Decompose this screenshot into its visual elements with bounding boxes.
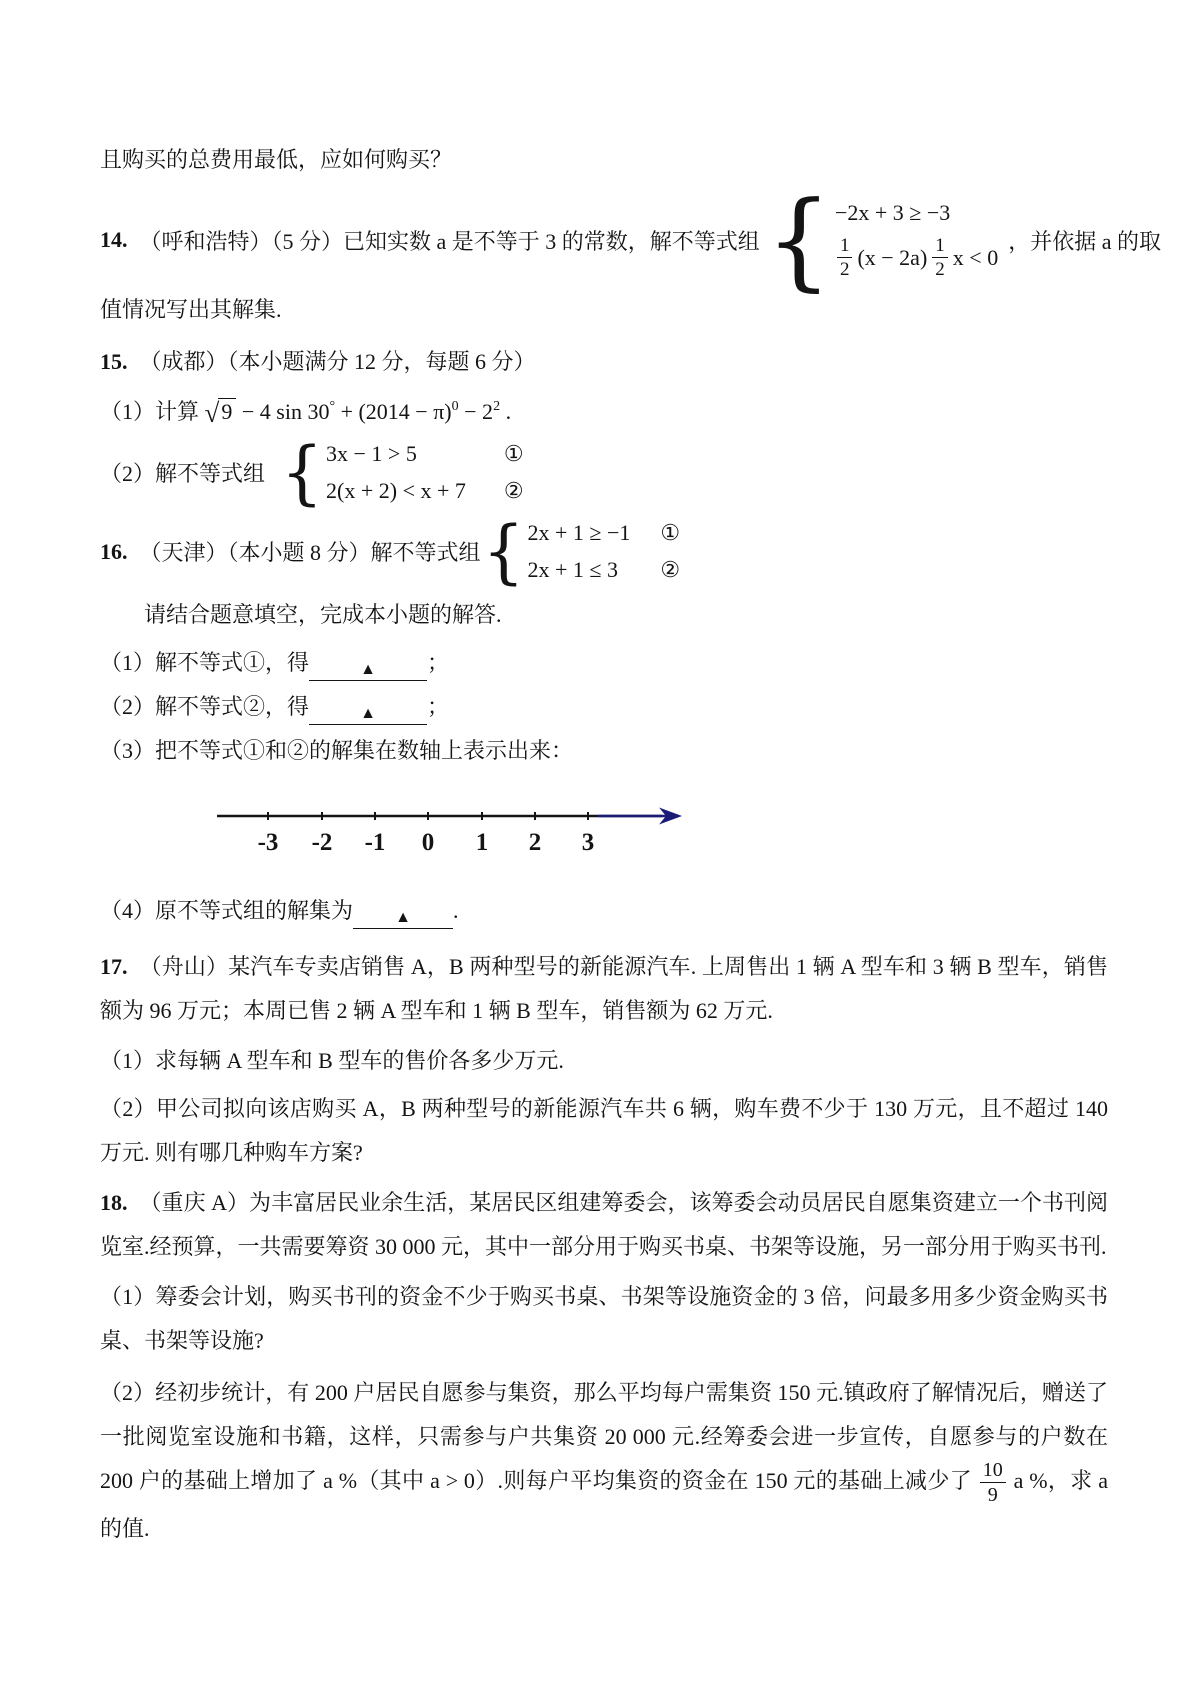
expr-period: . (505, 399, 512, 425)
axis-tick-label: -2 (311, 828, 333, 856)
axis-tick-label: -3 (257, 828, 279, 856)
answer-blank (353, 901, 453, 929)
left-brace: { (765, 177, 832, 303)
left-brace: { (281, 431, 324, 513)
problem-16-item-2 (100, 685, 1108, 729)
circled-2-mark: ② (660, 556, 681, 582)
item-2-lead: （2）解不等式组 (100, 461, 266, 487)
problem-18-body (100, 1181, 1108, 1269)
triangle-placeholder: ▲ (360, 704, 376, 722)
problem-16-item-1 (100, 641, 1108, 685)
axis-tick-label: 2 (528, 828, 542, 856)
p14-inequality-1: −2x + 3 ≥ −3 (834, 199, 951, 225)
problem-16-item-4 (100, 889, 1108, 933)
item-punct: ； (427, 649, 450, 675)
problem-15-item-2 (100, 431, 1108, 513)
circled-1-mark: ① (660, 520, 681, 546)
exponent-two: 2 (493, 399, 501, 415)
item-text: （1）解不等式①，得 (100, 649, 310, 675)
problem-17-body (100, 945, 1108, 1033)
axis-tick-label: 3 (581, 828, 595, 856)
p15-inequality-2: 2(x + 2) < x + 7 (326, 477, 466, 503)
axis-tick-label: -1 (364, 828, 386, 856)
number-line (215, 801, 1108, 871)
problem-16-lead: （天津）（本小题 8 分）解不等式组 (139, 540, 481, 566)
answer-blank (309, 653, 427, 681)
p16-inequality-2: 2x + 1 ≤ 3 (527, 556, 618, 582)
problem-16-number: 16. (100, 538, 128, 564)
expr-part-1: − 4 sin 30 (241, 399, 330, 425)
problem-15-heading (100, 340, 1108, 384)
item-text: （2）解不等式②，得 (100, 693, 310, 719)
triangle-placeholder: ▲ (395, 908, 411, 926)
expr-part-2: + (2014 − π) (340, 399, 452, 425)
problem-14-number: 14. (100, 227, 128, 253)
item-punct: . (453, 897, 459, 923)
radical-icon: √ (204, 398, 220, 429)
item-punct: ； (427, 693, 450, 719)
problem-16 (100, 510, 1108, 592)
problem-15-number: 15. (100, 349, 128, 375)
problem-17-text: （舟山）某汽车专卖店销售 A，B 两种型号的新能源汽车. 上周售出 1 辆 A 型车和 3 辆 B 型车，销售额为 96 万元；本周已售 2 辆 A 型车和 1 辆 B 型车，销售额为 62 万元. (100, 953, 1108, 1023)
problem-15-item-1 (100, 390, 1108, 435)
p16-inequality-1: 2x + 1 ≥ −1 (527, 520, 631, 546)
fraction-denominator: 2 (839, 259, 850, 281)
expr-part-3: − 2 (464, 399, 494, 425)
problem-14-lead: （呼和浩特）（5 分）已知实数 a 是不等于 3 的常数，解不等式组 (139, 228, 760, 254)
p14-inequality-2-tail: x < 0 (952, 244, 999, 270)
problem-18-item-1: （1）筹委会计划，购买书刊的资金不少于购买书桌、书架等设施资金的 3 倍，问最多用多少资金购买书桌、书架等设施? (100, 1283, 1108, 1353)
square-root (204, 398, 237, 429)
triangle-placeholder: ▲ (360, 660, 376, 678)
degree-sign: ° (329, 399, 336, 415)
circled-2-mark: ② (503, 477, 524, 503)
problem-18-text: （重庆 A）为丰富居民业余生活，某居民区组建筹委会，该筹委会动员居民自愿集资建立一个书刊阅览室.经预算，一共需要筹资 30 000 元，其中一部分用于购买书桌、书架等设施，另一部分用于购买书刊. (100, 1189, 1108, 1259)
fraction-denominator: 9 (987, 1484, 998, 1507)
problem-16-note: 请结合题意填空，完成本小题的解答. (144, 601, 502, 627)
problem-14-continuation: 值情况写出其解集. (100, 297, 282, 323)
p14-inequality-2 (835, 235, 998, 281)
item-2-text: （2）经初步统计，有 200 户居民自愿参与集资，那么平均每户需集资 150 元.镇政府了解情况后，赠送了一批阅览室设施和书籍，这样，只需参与户共集资 20 000 元.经筹委会进一步宣传，自愿参与的户数在 200 户的基础上增加了 a %（其中 a > 0）.则每户平均集资的资金在 150 元的基础上减少了 (100, 1379, 1108, 1493)
fraction-numerator: 1 (837, 235, 853, 258)
problem-15-lead: （成都）（本小题满分 12 分，每题 6 分） (139, 349, 536, 375)
item-text: （4）原不等式组的解集为 (100, 897, 354, 923)
axis-labels (258, 829, 595, 856)
problem-14-after: ，并依据 a 的取 (1008, 228, 1161, 254)
circled-1-mark: ① (503, 441, 524, 467)
exponent-zero: 0 (451, 399, 459, 415)
item-1-label: （1） (100, 399, 156, 425)
left-brace: { (482, 510, 525, 592)
item-2-tail: a %，求 a 的值. (100, 1467, 1109, 1541)
fraction-numerator: 1 (932, 235, 948, 258)
problem-18-number: 18. (100, 1189, 128, 1215)
problem-15-system (281, 431, 524, 513)
fraction-ten-ninths (980, 1459, 1006, 1507)
problem-16-item-3: （3）把不等式①和②的解集在数轴上表示出来： (100, 737, 574, 763)
axis-tick-label: 1 (475, 828, 489, 856)
p14-inequality-2-mid: (x − 2a) (857, 244, 928, 270)
p15-inequality-1: 3x − 1 > 5 (326, 441, 417, 467)
radicand: 9 (218, 398, 236, 424)
fraction-one-half (932, 235, 948, 281)
question-13-tail-text: 且购买的总费用最低，应如何购买？ (100, 147, 453, 172)
problem-18-item-2 (100, 1371, 1108, 1551)
problem-17-item-1: （1）求每辆 A 型车和 B 型车的售价各多少万元. (100, 1047, 564, 1073)
problem-17-item-2: （2）甲公司拟向该店购买 A，B 两种型号的新能源汽车共 6 辆，购车费不少于 130 万元，且不超过 140 万元. 则有哪几种购车方案? (100, 1095, 1108, 1165)
number-line-svg (215, 801, 685, 865)
problem-16-system (482, 510, 681, 592)
problem-17-number: 17. (100, 953, 128, 979)
axis-tick-label: 0 (421, 828, 435, 856)
problem-14-system (765, 177, 999, 303)
item-1-verb: 计算 (155, 399, 200, 425)
fraction-numerator: 10 (980, 1459, 1006, 1483)
problem-14 (100, 177, 1161, 303)
fraction-denominator: 2 (935, 259, 945, 281)
answer-blank (309, 697, 427, 725)
fraction-one-half (837, 235, 853, 281)
